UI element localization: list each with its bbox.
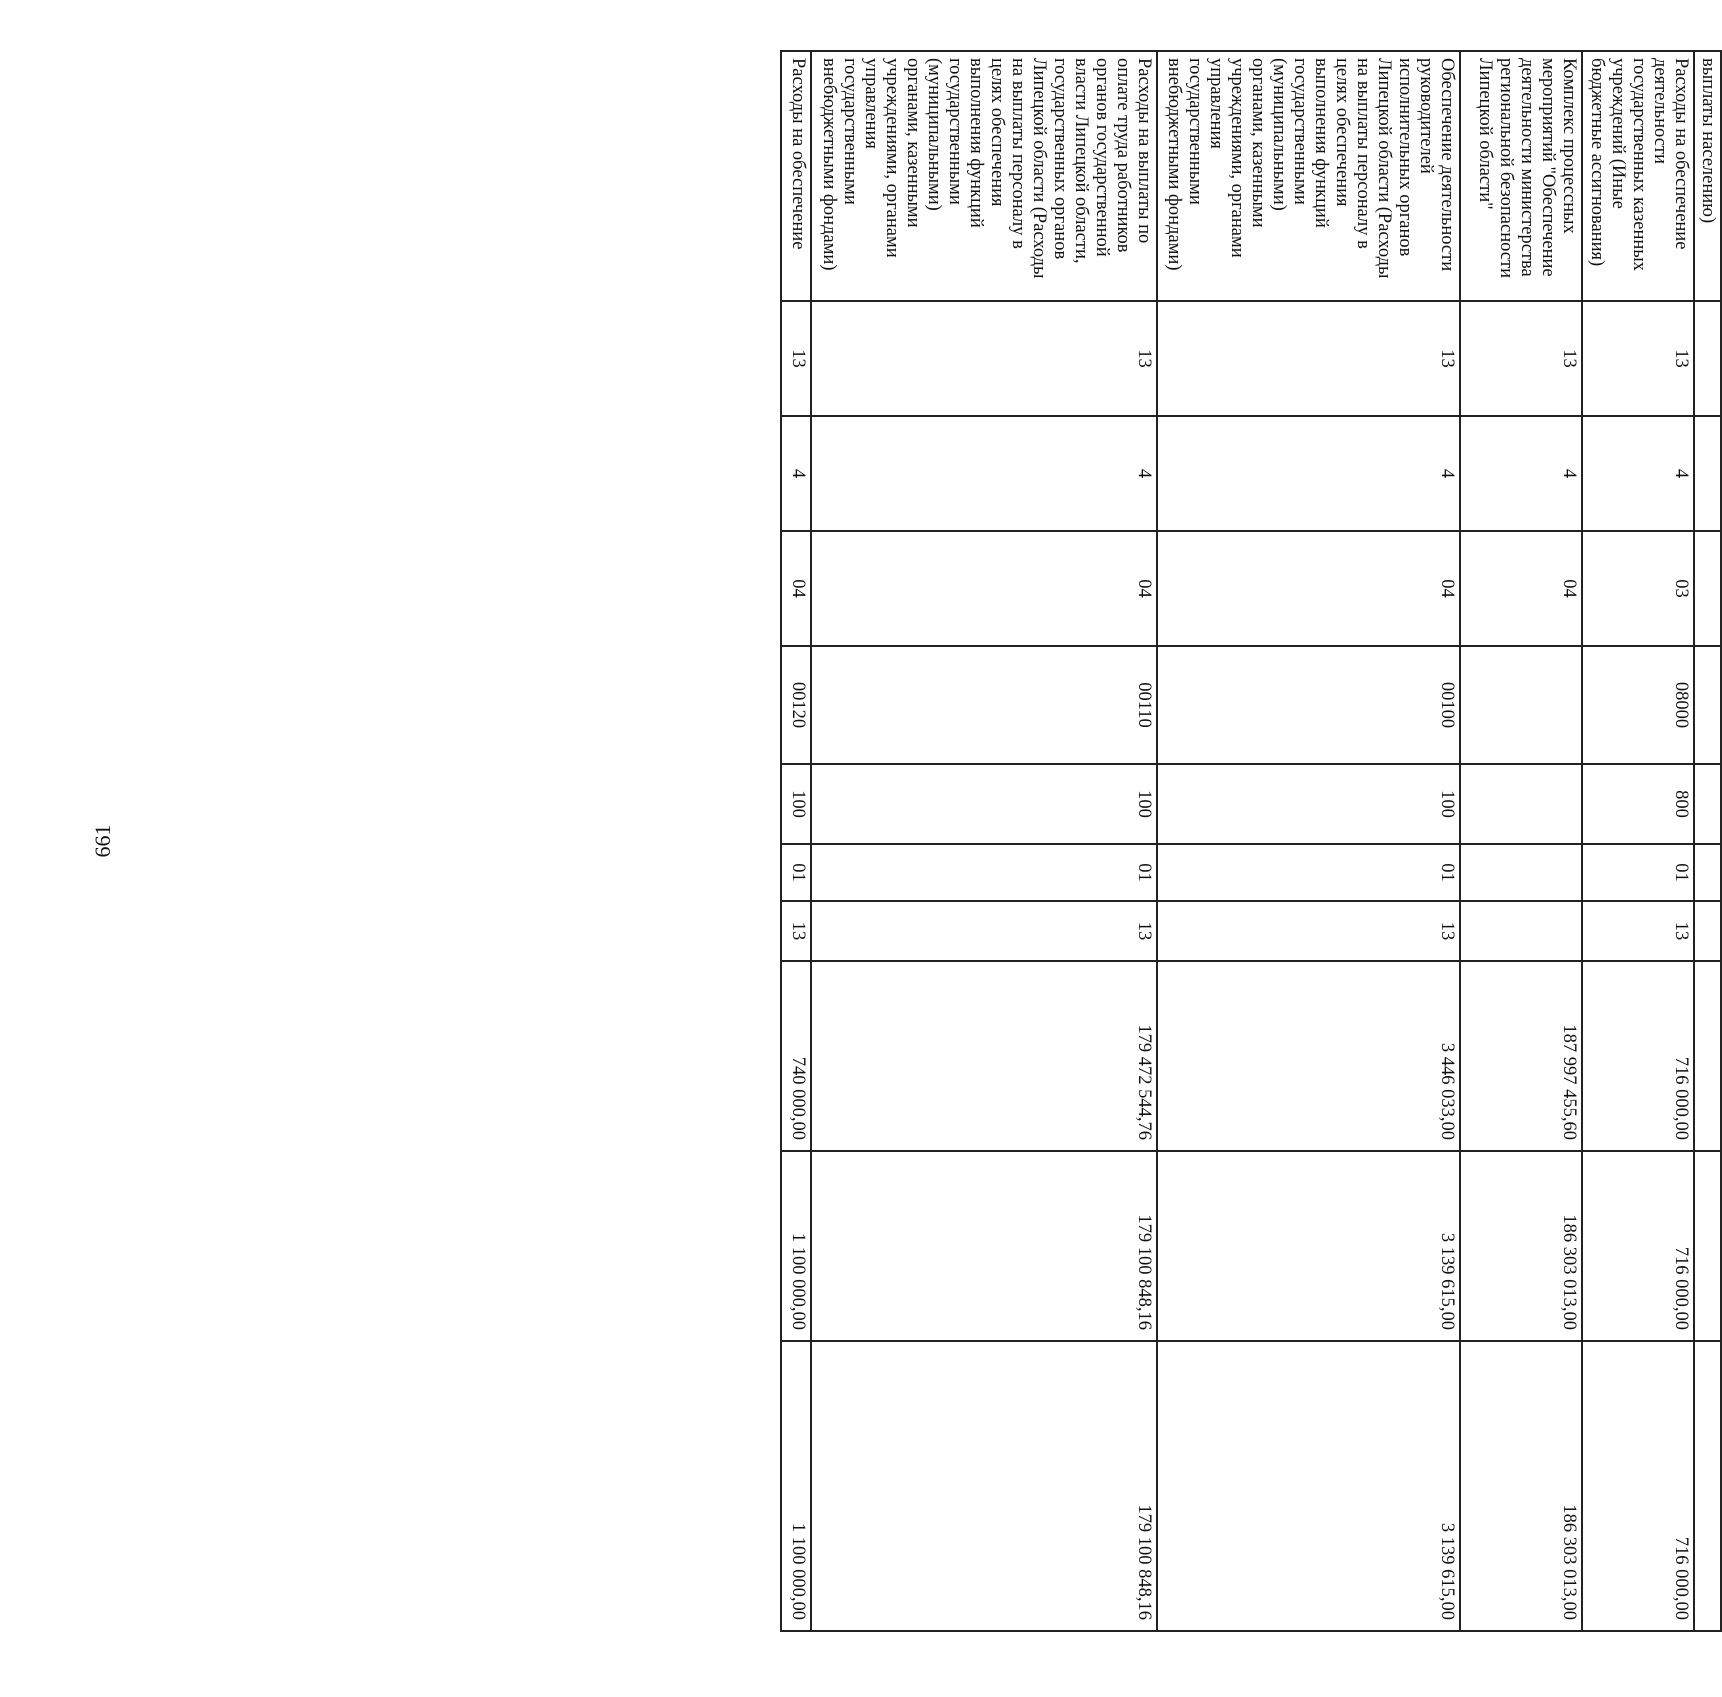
row-description: Расходы на выплаты по оплате труда работников органов государственной власти Липецкой области, государственных органов Липецкой области (Расходы на выплаты персоналу в целях обеспечения выполнения функций государственными (муниципальными) органами, казенными учреждениями, органами управления государственными внебюджетными фондами) (811, 51, 1157, 301)
row-description: Обеспечение деятельности руководителей исполнительных органов Липецкой области (Расходы на выплаты персоналу в целях обеспечения выполнения функций государственными (муниципальными) органами, казенными учреждениями, органами управления государственными внебюджетными фондами) (1157, 51, 1460, 301)
amount-cell: 740 000,00 (781, 961, 811, 1151)
code-cell: 13 (1157, 301, 1460, 416)
code-cell: 100 (1157, 764, 1460, 844)
code-cell: 13 (1157, 901, 1460, 961)
amount-cell: 716 000,00 (1582, 961, 1694, 1151)
table-row (1694, 51, 1721, 1631)
code-cell: 13 (781, 301, 811, 416)
table-row (1460, 51, 1581, 1631)
table-row (781, 51, 811, 1631)
code-cell: 4 (1460, 416, 1581, 531)
amount-cell (1694, 1151, 1721, 1341)
code-cell (1460, 844, 1581, 901)
amount-cell: 186 303 013,00 (1460, 1341, 1581, 1631)
code-cell: 13 (781, 901, 811, 961)
code-cell: 00110 (811, 646, 1157, 764)
code-cell: 04 (1157, 531, 1460, 646)
code-cell: 13 (1582, 901, 1694, 961)
amount-cell: 3 139 615,00 (1157, 1341, 1460, 1631)
code-cell: 800 (1582, 764, 1694, 844)
row-description: Расходы на обеспечение (781, 51, 811, 301)
code-cell: 01 (781, 844, 811, 901)
code-cell: 4 (1582, 416, 1694, 531)
code-cell: 4 (1157, 416, 1460, 531)
amount-cell (1694, 961, 1721, 1151)
amount-cell: 1 100 000,00 (781, 1151, 811, 1341)
table-row (811, 51, 1157, 1631)
code-cell (1694, 764, 1721, 844)
code-cell: 08000 (1582, 646, 1694, 764)
code-cell (1694, 844, 1721, 901)
amount-cell: 716 000,00 (1582, 1151, 1694, 1341)
code-cell (1460, 646, 1581, 764)
amount-cell: 1 100 000,00 (781, 1341, 811, 1631)
table-row (1157, 51, 1460, 1631)
code-cell (1694, 531, 1721, 646)
code-cell: 01 (1157, 844, 1460, 901)
code-cell: 4 (781, 416, 811, 531)
page-number: 661 (90, 824, 115, 858)
code-cell: 4 (811, 416, 1157, 531)
row-description: выплаты населению) (1694, 51, 1721, 301)
code-cell: 00100 (1157, 646, 1460, 764)
row-description: Расходы на обеспечение деятельности государственных казенных учреждений (Иные бюджетные ассигнования) (1582, 51, 1694, 301)
amount-cell: 179 100 848,16 (811, 1341, 1157, 1631)
amount-cell: 187 997 455,60 (1460, 961, 1581, 1151)
row-description: Комплекс процессных мероприятий "Обеспечение деятельности министерства региональной безопасности Липецкой области" (1460, 51, 1581, 301)
amount-cell: 179 472 544,76 (811, 961, 1157, 1151)
code-cell: 100 (811, 764, 1157, 844)
amount-cell: 3 139 615,00 (1157, 1151, 1460, 1341)
code-cell: 01 (1582, 844, 1694, 901)
code-cell (1694, 416, 1721, 531)
code-cell: 13 (1582, 301, 1694, 416)
code-cell (1694, 301, 1721, 416)
code-cell (1694, 901, 1721, 961)
code-cell: 04 (1460, 531, 1581, 646)
code-cell: 00120 (781, 646, 811, 764)
code-cell: 13 (1460, 301, 1581, 416)
code-cell: 04 (811, 531, 1157, 646)
amount-cell: 186 303 013,00 (1460, 1151, 1581, 1341)
code-cell (1460, 901, 1581, 961)
amount-cell: 3 446 033,00 (1157, 961, 1460, 1151)
code-cell: 13 (811, 901, 1157, 961)
code-cell: 100 (781, 764, 811, 844)
table-row (1582, 51, 1694, 1631)
budget-table (780, 50, 1722, 1632)
code-cell: 13 (811, 301, 1157, 416)
code-cell (1460, 764, 1581, 844)
code-cell (1694, 646, 1721, 764)
amount-cell (1694, 1341, 1721, 1631)
code-cell: 01 (811, 844, 1157, 901)
amount-cell: 716 000,00 (1582, 1341, 1694, 1631)
amount-cell: 179 100 848,16 (811, 1151, 1157, 1341)
rotated-table-wrapper (780, 50, 1722, 1630)
code-cell: 04 (781, 531, 811, 646)
code-cell: 03 (1582, 531, 1694, 646)
